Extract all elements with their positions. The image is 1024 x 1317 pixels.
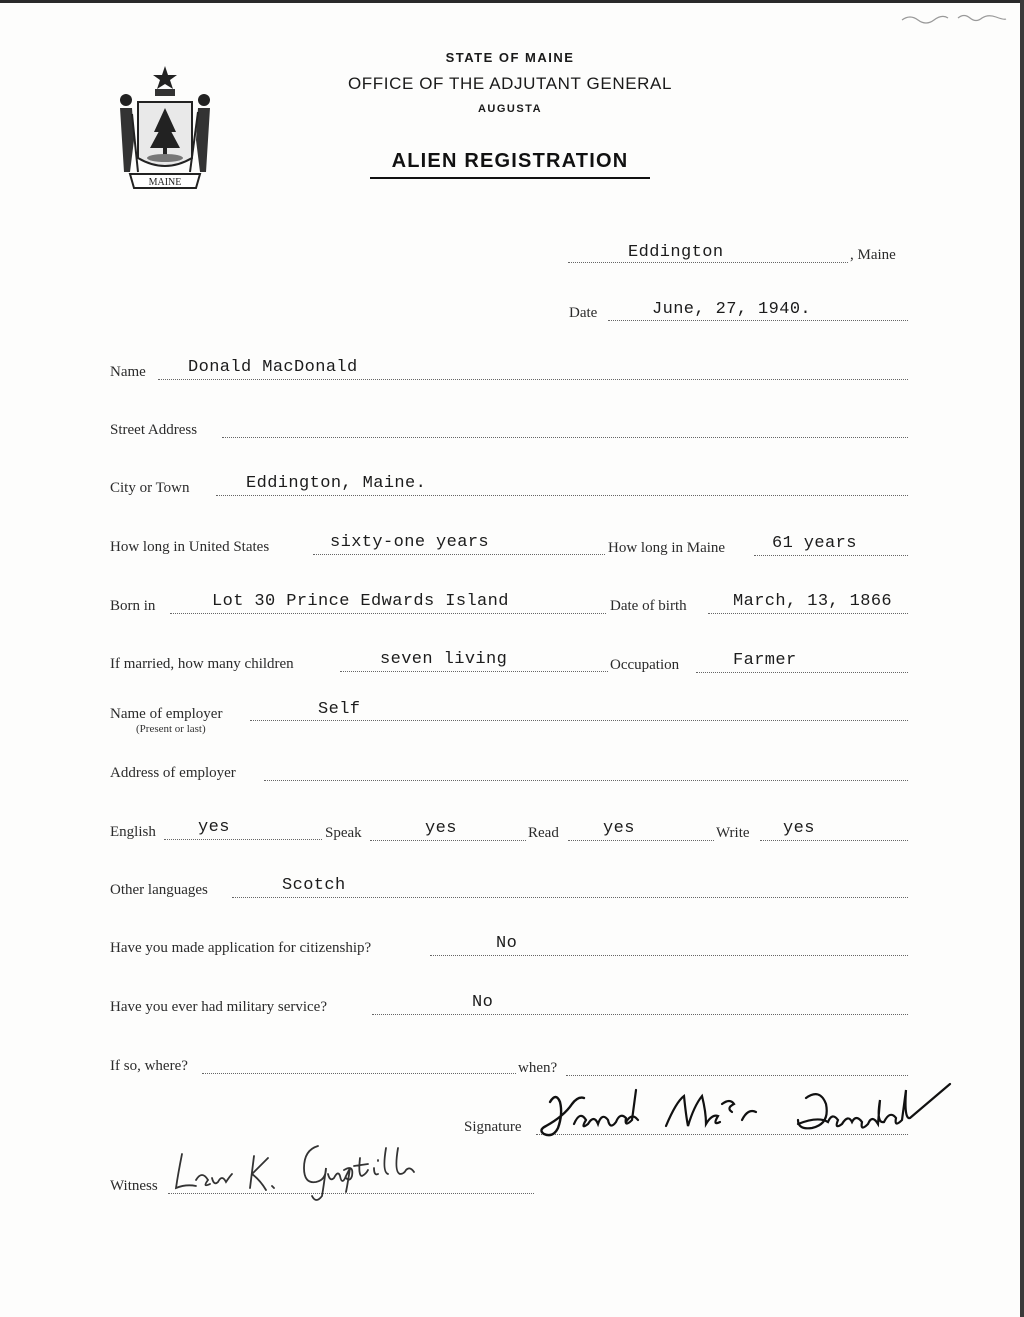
date-of-birth-line (708, 613, 908, 614)
other-languages-value: Scotch (282, 876, 346, 895)
employer-label: Name of employer (110, 706, 223, 722)
read-label: Read (528, 825, 559, 841)
speak-value: yes (425, 819, 457, 838)
witness-handwriting (168, 1138, 468, 1204)
citizenship-line (430, 955, 908, 956)
how-long-maine-value: 61 years (772, 534, 857, 553)
children-label: If married, how many children (110, 656, 294, 672)
when-label: when? (518, 1060, 558, 1076)
location-line (568, 262, 848, 263)
employer-address-label: Address of employer (110, 765, 236, 781)
english-line (164, 839, 322, 840)
military-value: No (472, 993, 494, 1012)
how-long-us-line (313, 554, 605, 555)
signature-handwriting (536, 1080, 996, 1150)
occupation-value: Farmer (733, 651, 797, 670)
occupation-line (696, 672, 908, 673)
scan-edge-right (1020, 0, 1024, 1317)
name-value: Donald MacDonald (188, 358, 358, 377)
date-of-birth-label: Date of birth (610, 598, 687, 614)
name-line (158, 379, 908, 380)
city-value: Eddington, Maine. (246, 474, 427, 493)
when-line (566, 1075, 908, 1076)
born-in-label: Born in (110, 598, 156, 614)
english-label: English (110, 824, 156, 840)
header-office: OFFICE OF THE ADJUTANT GENERAL (347, 74, 673, 93)
employer-address-line (264, 780, 908, 781)
speak-line (370, 840, 526, 841)
military-line (372, 1014, 908, 1015)
write-value: yes (783, 819, 815, 838)
other-languages-line (232, 897, 908, 898)
state-seal-icon (110, 62, 220, 192)
citizenship-label: Have you made application for citizenship? (110, 940, 372, 956)
citizenship-value: No (496, 934, 518, 953)
born-in-line (170, 613, 606, 614)
military-label: Have you ever had military service? (110, 999, 327, 1015)
how-long-maine-label: How long in Maine (608, 540, 726, 556)
write-label: Write (716, 825, 750, 841)
how-long-us-label: How long in United States (110, 539, 270, 555)
english-value: yes (198, 818, 230, 837)
employer-sublabel: (Present or last) (136, 723, 206, 735)
header-city: AUGUSTA (477, 103, 543, 115)
seal-text: MAINE (148, 177, 182, 188)
occupation-label: Occupation (610, 657, 680, 673)
date-value: June, 27, 1940. (652, 300, 812, 319)
city-line (216, 495, 908, 496)
form-title: ALIEN REGISTRATION (370, 150, 650, 179)
how-long-us-value: sixty-one years (330, 533, 490, 552)
city-label: City or Town (110, 480, 190, 496)
date-line (608, 320, 908, 321)
signature-label: Signature (464, 1119, 522, 1135)
name-label: Name (110, 364, 146, 380)
location-town-value: Eddington (628, 243, 724, 262)
date-of-birth-value: March, 13, 1866 (733, 592, 893, 611)
read-line (568, 840, 714, 841)
write-line (760, 840, 908, 841)
location-state-label: , Maine (850, 247, 896, 263)
employer-line (250, 720, 908, 721)
how-long-maine-line (754, 555, 908, 556)
witness-label: Witness (110, 1178, 158, 1194)
children-line (340, 671, 608, 672)
street-label: Street Address (110, 422, 198, 438)
other-languages-label: Other languages (110, 882, 208, 898)
speak-label: Speak (325, 825, 362, 841)
where-label: If so, where? (110, 1058, 188, 1074)
read-value: yes (603, 819, 635, 838)
header-state: STATE OF MAINE (445, 50, 575, 65)
where-line (202, 1073, 516, 1074)
children-value: seven living (380, 650, 508, 669)
born-in-value: Lot 30 Prince Edwards Island (212, 592, 509, 611)
corner-scribble (900, 8, 1010, 28)
street-line (222, 437, 908, 438)
scan-edge-top (0, 0, 1024, 3)
date-label: Date (569, 305, 598, 321)
employer-value: Self (318, 700, 361, 719)
